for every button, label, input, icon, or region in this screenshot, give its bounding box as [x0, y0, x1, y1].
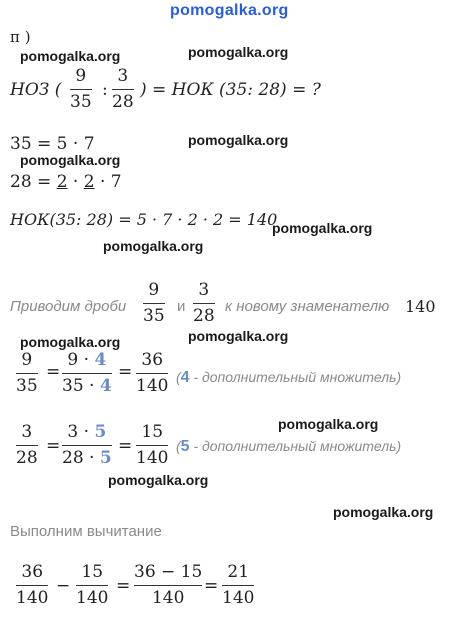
fraction-9-35	[143, 280, 165, 326]
numerator: 36	[21, 562, 44, 582]
numerator: 36	[141, 350, 164, 370]
multiplier-note: (4 - дополнительный множитель)	[176, 369, 402, 386]
separator: :	[102, 80, 108, 100]
fraction-3-28	[16, 422, 38, 468]
lcm-result: НОК(35: 28) = 5 · 7 · 2 · 2 = 140	[10, 210, 278, 229]
denominator: 35	[143, 306, 165, 326]
equals-sign: =	[116, 576, 131, 596]
fraction-expanded	[62, 350, 112, 396]
lcd-prefix: НОЗ (	[10, 80, 62, 100]
watermark-top: pomogalka.org	[170, 2, 289, 19]
denominator: 28	[112, 92, 134, 112]
equals-sign: =	[118, 362, 133, 382]
numerator: 9	[148, 280, 160, 300]
fraction-bar	[143, 303, 165, 304]
watermark: pomogalka.org	[20, 48, 121, 64]
numerator: 21	[227, 562, 250, 582]
bring-value: 140	[405, 297, 436, 316]
denominator: 35	[16, 376, 38, 396]
fraction-bar	[70, 89, 92, 90]
fraction-difference	[134, 562, 202, 608]
watermark: pomogalka.org	[20, 334, 121, 350]
fraction-expanded	[62, 422, 112, 468]
fraction-bar	[136, 373, 168, 374]
denominator: 140	[76, 588, 109, 608]
watermark: pomogalka.org	[272, 220, 373, 236]
dot: ·	[72, 172, 79, 192]
factor-35: 35 = 5 · 7	[10, 134, 95, 154]
factor-two-underlined: 2	[56, 172, 68, 192]
denominator: 140	[222, 588, 255, 608]
fraction-bar	[62, 373, 112, 374]
equals-sign: =	[46, 436, 61, 456]
subtract-label: Выполним вычитание	[10, 523, 162, 540]
factor-28-pre: 28 =	[10, 172, 52, 192]
equals-sign: =	[204, 576, 219, 596]
numerator: 15	[81, 562, 104, 582]
multiplier: 4	[94, 350, 107, 370]
watermark: pomogalka.org	[188, 328, 289, 344]
denominator: 140	[136, 448, 169, 468]
watermark: pomogalka.org	[188, 44, 289, 60]
numerator: 15	[141, 422, 164, 442]
numerator: 3	[21, 422, 33, 442]
fraction-3-28	[112, 66, 134, 112]
denominator: 28 · 5	[62, 448, 112, 468]
fraction-bar	[112, 89, 134, 90]
numerator: 9	[21, 350, 33, 370]
numerator: 3	[117, 66, 129, 86]
multiplier: 4	[180, 369, 190, 386]
fraction-36-140	[136, 350, 168, 396]
multiplier-note: (5 - дополнительный множитель)	[176, 438, 402, 455]
fraction-15-140	[136, 422, 168, 468]
numerator: 3	[198, 280, 210, 300]
denominator: 35	[70, 92, 92, 112]
equals-sign: =	[46, 362, 61, 382]
minus-sign: −	[56, 576, 71, 596]
fraction-bar	[16, 373, 38, 374]
watermark: pomogalka.org	[333, 504, 434, 520]
fraction-36-140	[16, 562, 48, 608]
watermark: pomogalka.org	[20, 152, 121, 168]
fraction-bar	[136, 445, 168, 446]
fraction-9-35	[70, 66, 92, 112]
factor-28-post: · 7	[99, 172, 122, 192]
fraction-bar	[62, 445, 112, 446]
multiplier: 5	[180, 438, 190, 455]
watermark: pomogalka.org	[103, 238, 204, 254]
fraction-3-28	[193, 280, 215, 326]
fraction-bar	[76, 585, 108, 586]
fraction-bar	[16, 585, 48, 586]
watermark: pomogalka.org	[188, 132, 289, 148]
multiplier: 4	[99, 376, 112, 396]
bring-suffix: к новому знаменателю	[225, 298, 390, 315]
watermark: pomogalka.org	[108, 472, 209, 488]
numerator: 3 · 5	[67, 422, 107, 442]
denominator: 140	[136, 376, 169, 396]
fraction-bar	[193, 303, 215, 304]
multiplier: 5	[94, 422, 107, 442]
bring-prefix: Приводим дроби	[10, 298, 127, 315]
denominator: 28	[16, 448, 38, 468]
multiplier: 5	[99, 448, 112, 468]
fraction-15-140	[76, 562, 108, 608]
fraction-bar	[222, 585, 254, 586]
denominator: 35 · 4	[62, 376, 112, 396]
fraction-bar	[16, 445, 38, 446]
denominator: 28	[193, 306, 215, 326]
fraction-9-35	[16, 350, 38, 396]
bring-and: и	[177, 298, 186, 315]
lcd-suffix: ) = НОК (35: 28) = ?	[140, 80, 321, 100]
factor-28	[10, 172, 122, 192]
problem-label: п )	[10, 28, 31, 46]
equals-sign: =	[118, 436, 133, 456]
factor-two-underlined: 2	[83, 172, 95, 192]
denominator: 140	[151, 588, 185, 608]
numerator: 36 − 15	[134, 562, 203, 582]
numerator: 9	[75, 66, 87, 86]
fraction-21-140	[222, 562, 254, 608]
denominator: 140	[16, 588, 49, 608]
numerator: 9 · 4	[67, 350, 107, 370]
fraction-bar	[134, 585, 202, 586]
watermark: pomogalka.org	[278, 416, 379, 432]
